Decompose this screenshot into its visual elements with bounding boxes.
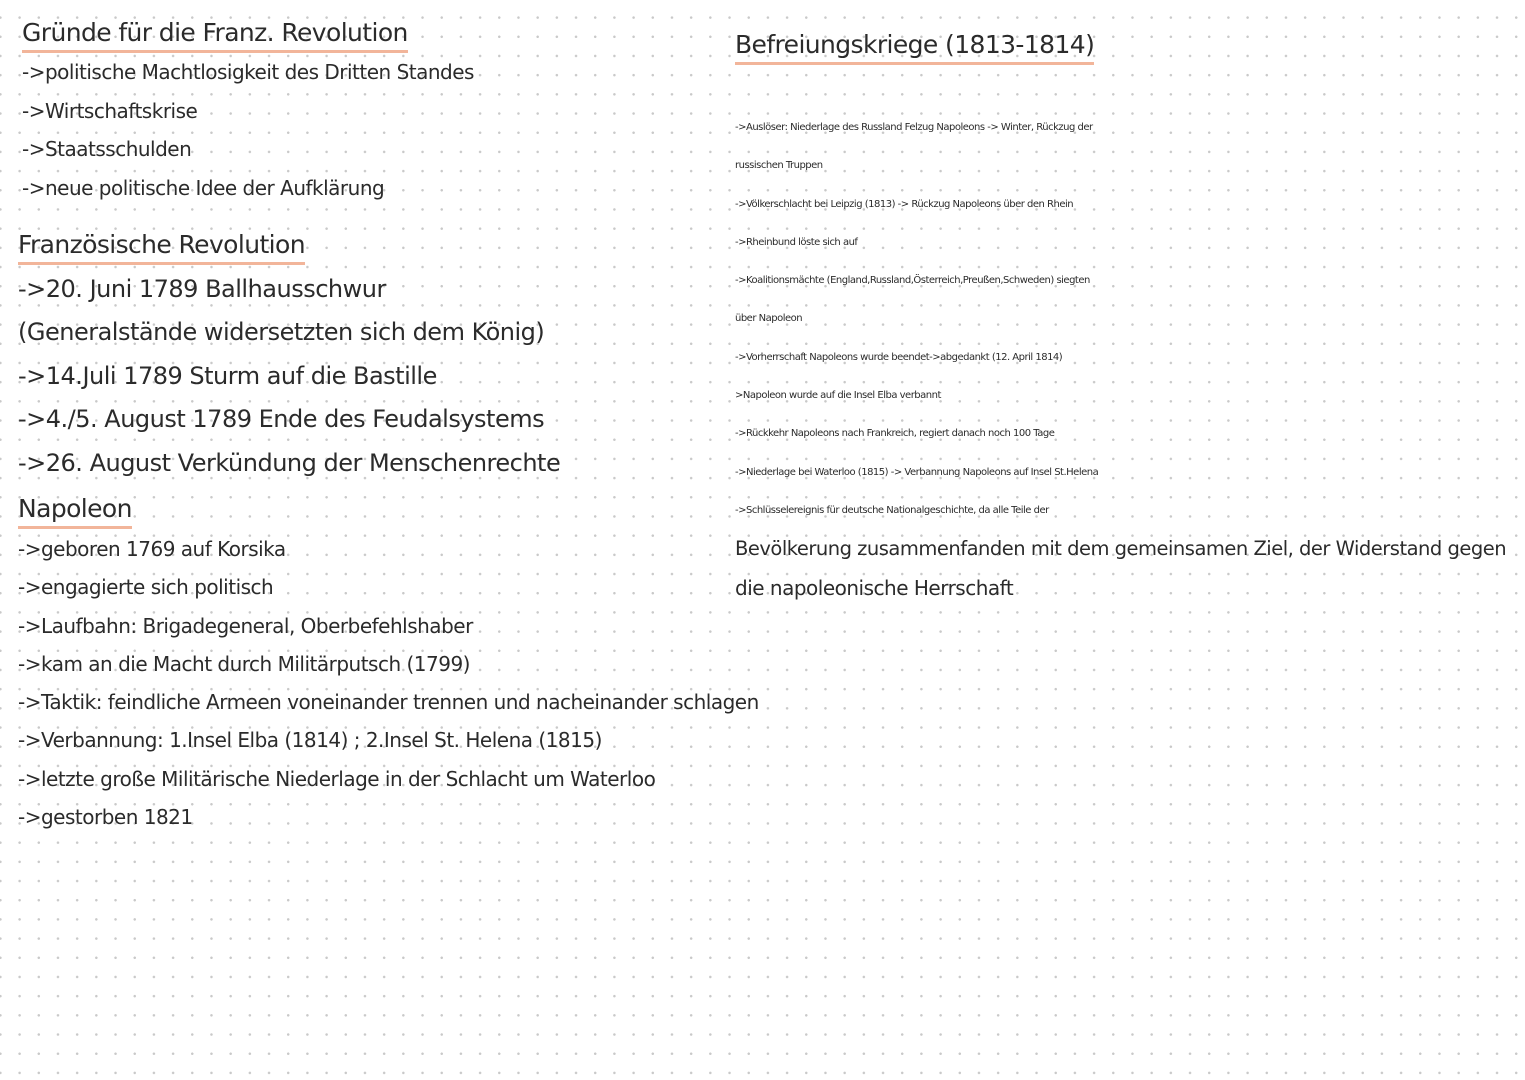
list-napoleon xyxy=(18,530,759,836)
note-line: ->Taktik: feindliche Armeen voneinander trennen und nacheinander schlagen xyxy=(18,690,759,715)
note-line: ->26. August Verkündung der Menschenrechte xyxy=(18,448,561,477)
note-line: ->Vorherrschaft Napoleons wurde beendet->abgedankt (12. April 1814) xyxy=(735,351,1063,363)
section-befreiungskriege xyxy=(735,28,1506,607)
note-line: ->Laufbahn: Brigadegeneral, Oberbefehlshaber xyxy=(18,613,473,638)
note-line: russischen Truppen xyxy=(735,160,823,172)
note-line: die napoleonische Herrschaft xyxy=(735,575,1014,600)
note-line: ->Koalitionsmächte (England,Russland,Österreich,Preußen,Schweden) siegten xyxy=(735,275,1090,287)
note-line: ->Schlüsselereignis für deutsche Nationalgeschichte, da alle Teile der xyxy=(735,504,1049,516)
note-line: ->14.Juli 1789 Sturm auf die Bastille xyxy=(18,361,437,390)
note-line: (Generalstände widersetzten sich dem König) xyxy=(18,318,545,347)
heading-napoleon: Napoleon xyxy=(18,492,132,529)
note-line: ->Völkerschlacht bei Leipzig (1813) -> Rückzug Napoleons über den Rhein xyxy=(735,198,1074,210)
note-line: ->kam an die Macht durch Militärputsch (1799) xyxy=(18,651,470,676)
list-revolution xyxy=(18,268,560,485)
note-line: ->Rückkehr Napoleons nach Frankreich, regiert danach noch 100 Tage xyxy=(735,428,1055,440)
section-gruende xyxy=(22,16,474,207)
note-line: ->politische Machtlosigkeit des Dritten Standes xyxy=(22,60,474,84)
heading-befreiungskriege: Befreiungskriege (1813-1814) xyxy=(735,28,1094,65)
note-line: ->Verbannung: 1.Insel Elba (1814) ; 2.Insel St. Helena (1815) xyxy=(18,728,602,753)
note-line: ->Staatsschulden xyxy=(22,137,192,161)
note-line: ->Auslöser: Niederlage des Russland Felzug Napoleons -> Winter, Rückzug der xyxy=(735,122,1093,133)
list-befreiungskriege xyxy=(735,109,1506,607)
note-line: ->gestorben 1821 xyxy=(18,805,193,830)
note-line: ->4./5. August 1789 Ende des Feudalsystems xyxy=(18,405,545,434)
note-line: ->letzte große Militärische Niederlage in der Schlacht um Waterloo xyxy=(18,766,656,791)
note-line: ->Niederlage bei Waterloo (1815) -> Verbannung Napoleons auf Insel St.Helena xyxy=(735,466,1099,478)
note-line: >Napoleon wurde auf die Insel Elba verbannt xyxy=(735,390,941,402)
section-revolution xyxy=(18,228,560,485)
section-napoleon xyxy=(18,492,759,836)
note-line: Bevölkerung zusammenfanden mit dem gemeinsamen Ziel, der Widerstand gegen xyxy=(735,537,1507,561)
list-gruende xyxy=(22,53,474,207)
note-line: ->neue politische Idee der Aufklärung xyxy=(22,175,385,200)
note-line: ->geboren 1769 auf Korsika xyxy=(18,537,286,561)
heading-gruende: Gründe für die Franz. Revolution xyxy=(22,16,408,53)
note-line: ->Wirtschaftskrise xyxy=(22,98,198,123)
note-line: ->engagierte sich politisch xyxy=(18,575,274,600)
note-line: über Napoleon xyxy=(735,313,803,325)
note-line: ->20. Juni 1789 Ballhausschwur xyxy=(18,275,386,303)
heading-revolution: Französische Revolution xyxy=(18,228,305,265)
note-line: ->Rheinbund löste sich auf xyxy=(735,236,858,248)
